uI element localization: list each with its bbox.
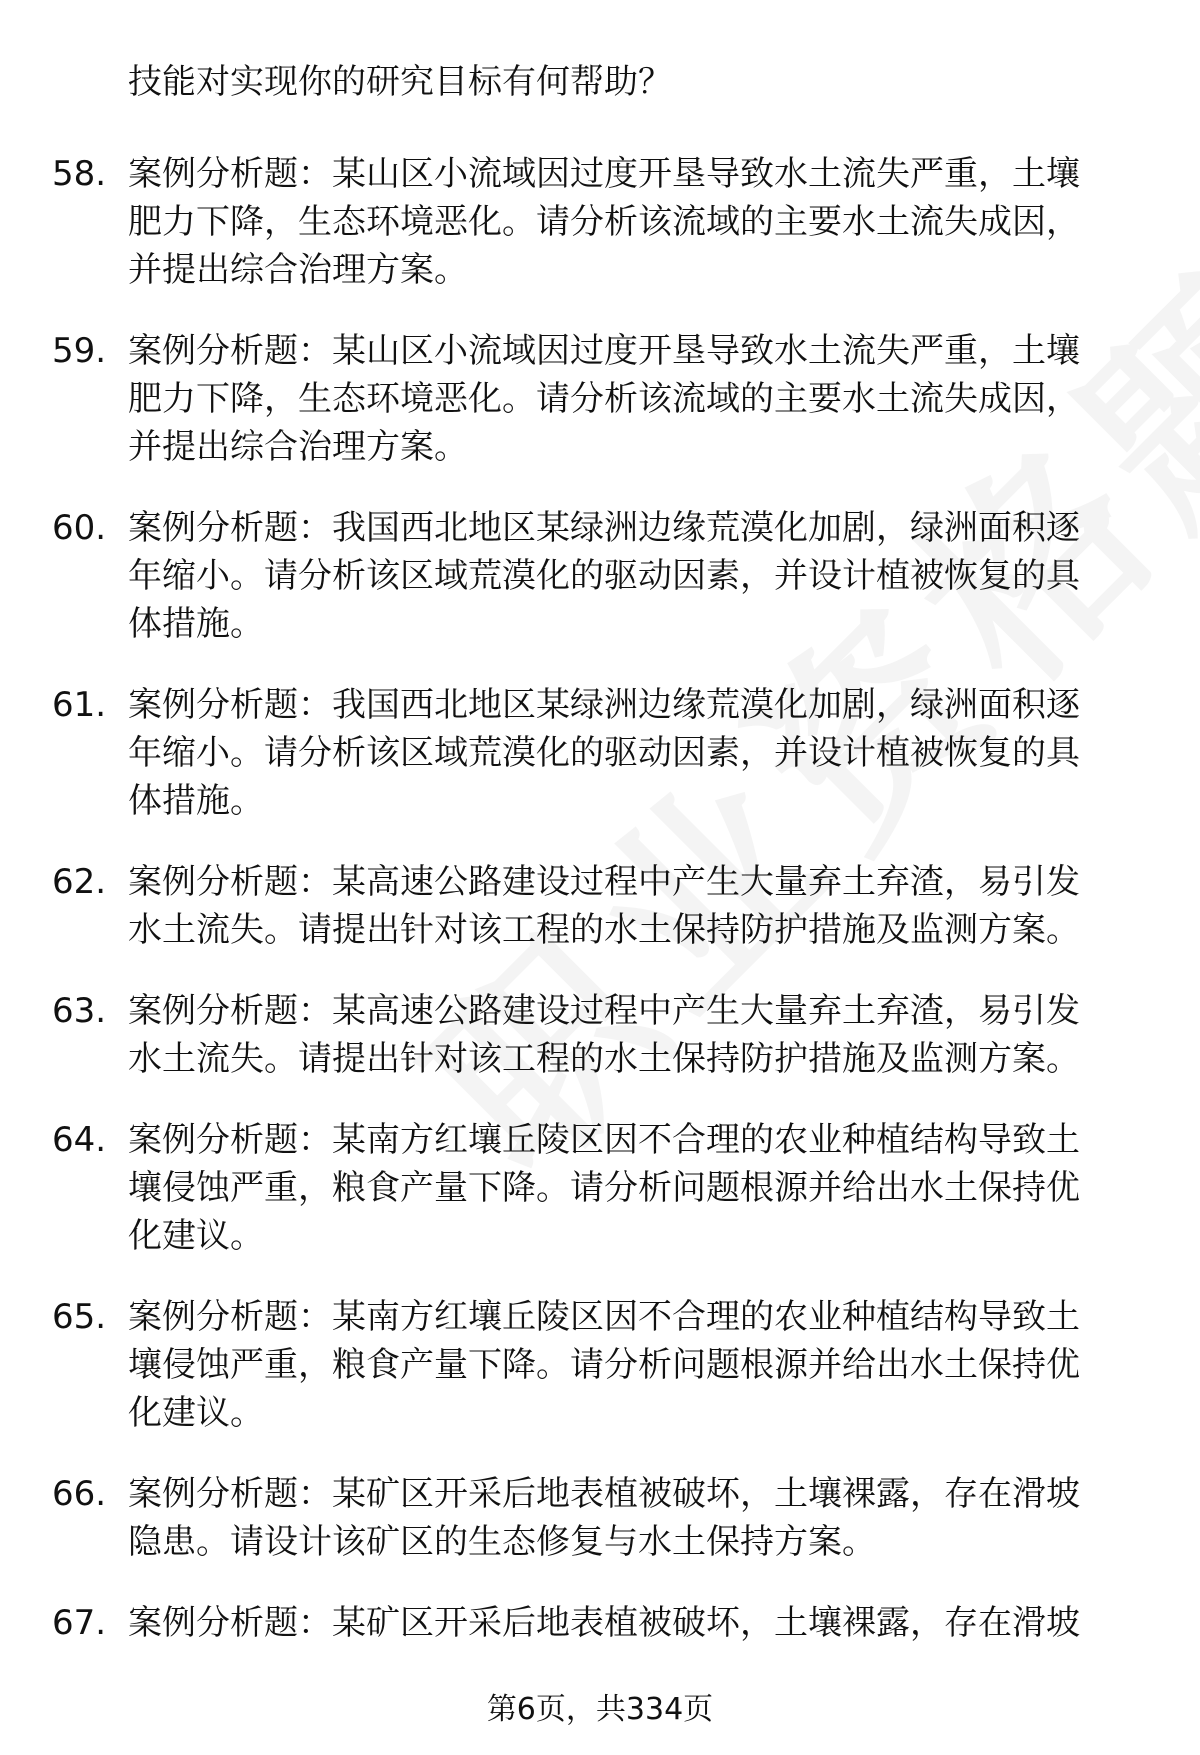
question-number: 59. [52, 331, 107, 371]
question-number: 60. [52, 508, 107, 548]
question-item [0, 150, 1200, 294]
question-text-line: 并提出综合治理方案。 [128, 250, 468, 290]
question-text-line: 壤侵蚀严重，粮食产量下降。请分析问题根源并给出水土保持优 [128, 1168, 1080, 1208]
question-text [128, 150, 1138, 294]
question-text-line: 肥力下降，生态环境恶化。请分析该流域的主要水土流失成因， [128, 379, 1080, 419]
question-text-line: 壤侵蚀严重，粮食产量下降。请分析问题根源并给出水土保持优 [128, 1345, 1080, 1385]
question-text-line: 案例分析题：某南方红壤丘陵区因不合理的农业种植结构导致土 [128, 1120, 1080, 1160]
question-text-line: 案例分析题：某南方红壤丘陵区因不合理的农业种植结构导致土 [128, 1297, 1080, 1337]
question-text-line: 案例分析题：某高速公路建设过程中产生大量弃土弃渣，易引发 [128, 862, 1080, 902]
question-text [128, 1470, 1138, 1566]
question-text [128, 504, 1138, 648]
question-text-line: 隐患。请设计该矿区的生态修复与水土保持方案。 [128, 1522, 876, 1562]
question-item [0, 858, 1200, 954]
question-text-line: 年缩小。请分析该区域荒漠化的驱动因素，并设计植被恢复的具 [128, 556, 1080, 596]
question-item [0, 1293, 1200, 1437]
question-text-line: 并提出综合治理方案。 [128, 427, 468, 467]
question-number: 65. [52, 1297, 107, 1337]
question-text-line: 案例分析题：我国西北地区某绿洲边缘荒漠化加剧，绿洲面积逐 [128, 508, 1080, 548]
question-text-line: 案例分析题：某山区小流域因过度开垦导致水土流失严重，土壤 [128, 331, 1080, 371]
question-text-line: 案例分析题：某山区小流域因过度开垦导致水土流失严重，土壤 [128, 154, 1080, 194]
question-item [0, 681, 1200, 825]
question-text-line: 化建议。 [128, 1393, 264, 1433]
question-item [0, 327, 1200, 471]
lead-line: 技能对实现你的研究目标有何帮助？ [128, 62, 672, 102]
question-item [0, 504, 1200, 648]
question-text [128, 681, 1138, 825]
question-item [0, 987, 1200, 1083]
page-footer: 第6页，共334页 [486, 1692, 714, 1727]
question-text [128, 858, 1138, 954]
question-item [0, 1116, 1200, 1260]
question-text [128, 1293, 1138, 1437]
question-text-line: 水土流失。请提出针对该工程的水土保持防护措施及监测方案。 [128, 1039, 1080, 1079]
question-text-line: 年缩小。请分析该区域荒漠化的驱动因素，并设计植被恢复的具 [128, 733, 1080, 773]
question-number: 67. [52, 1603, 107, 1643]
question-number: 61. [52, 685, 107, 725]
question-text [128, 1116, 1138, 1260]
question-item [0, 1599, 1200, 1647]
question-text [128, 987, 1138, 1083]
question-text-line: 案例分析题：某高速公路建设过程中产生大量弃土弃渣，易引发 [128, 991, 1080, 1031]
question-number: 63. [52, 991, 107, 1031]
question-text-line: 水土流失。请提出针对该工程的水土保持防护措施及监测方案。 [128, 910, 1080, 950]
question-text [128, 1599, 1138, 1647]
question-text-line: 案例分析题：我国西北地区某绿洲边缘荒漠化加剧，绿洲面积逐 [128, 685, 1080, 725]
question-number: 62. [52, 862, 107, 902]
question-number: 64. [52, 1120, 107, 1160]
question-number: 58. [52, 154, 107, 194]
question-text-line: 案例分析题：某矿区开采后地表植被破坏，土壤裸露，存在滑坡 [128, 1603, 1080, 1643]
question-number: 66. [52, 1474, 107, 1514]
question-text-line: 体措施。 [128, 781, 264, 821]
question-text-line: 体措施。 [128, 604, 264, 644]
question-text [128, 327, 1138, 471]
question-text-line: 肥力下降，生态环境恶化。请分析该流域的主要水土流失成因， [128, 202, 1080, 242]
question-text-line: 案例分析题：某矿区开采后地表植被破坏，土壤裸露，存在滑坡 [128, 1474, 1080, 1514]
question-list [0, 150, 1200, 1680]
question-item [0, 1470, 1200, 1566]
question-text-line: 化建议。 [128, 1216, 264, 1256]
